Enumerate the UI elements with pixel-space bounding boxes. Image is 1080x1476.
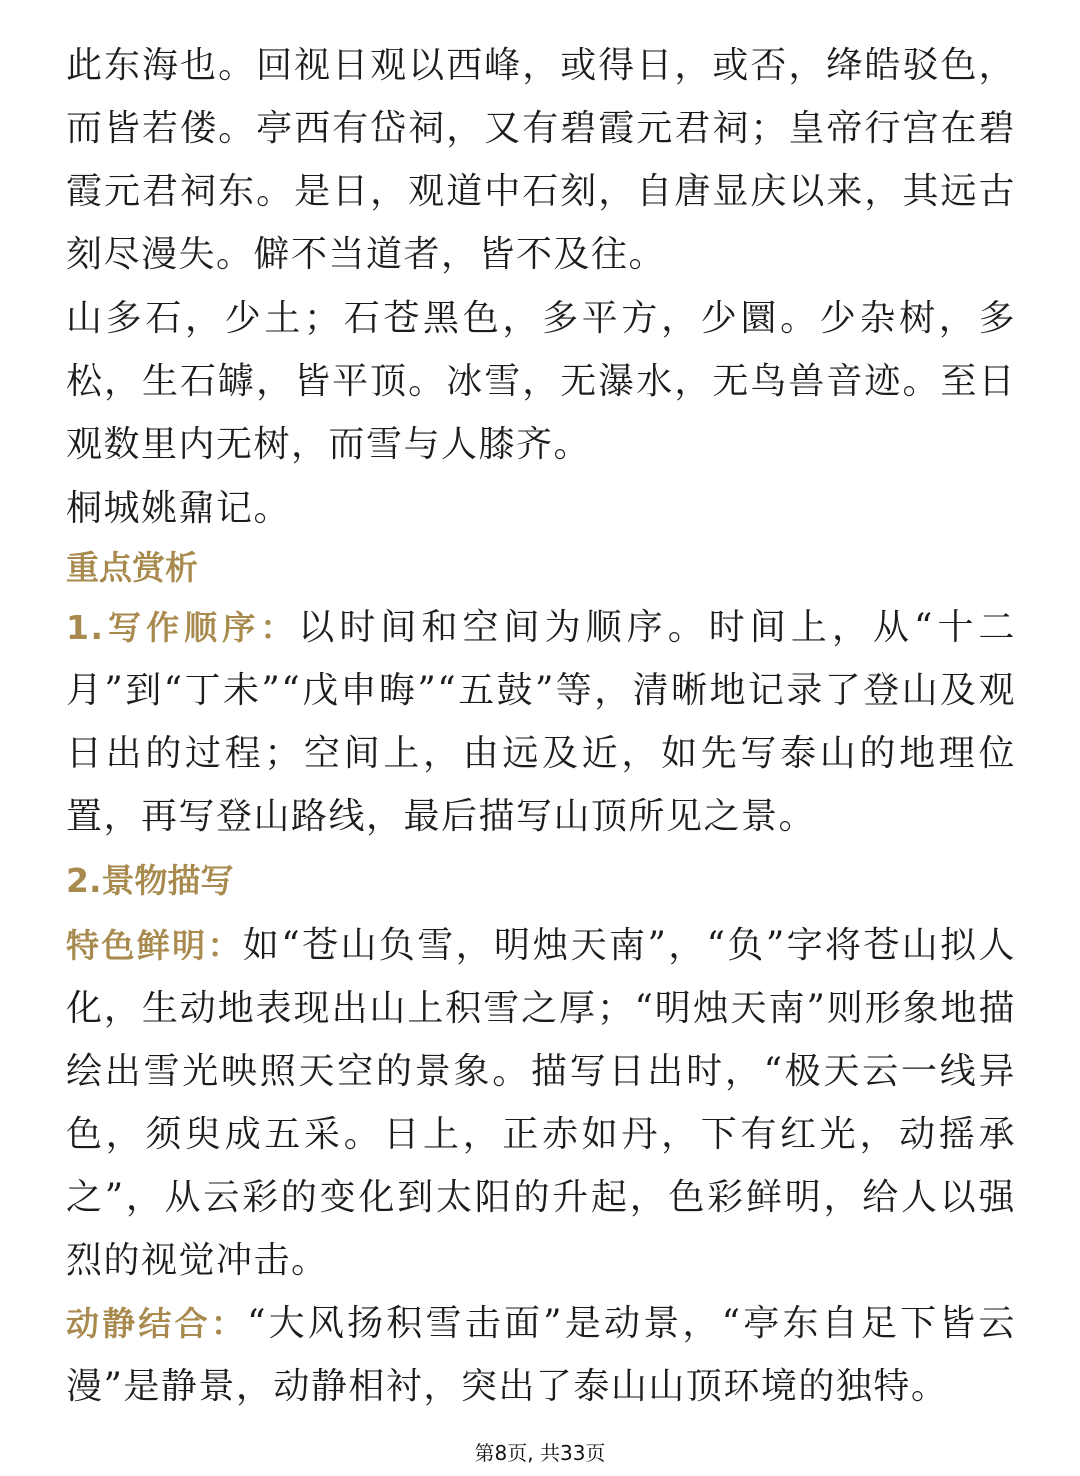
scenery-title: 2.景物描写 xyxy=(66,861,234,900)
writing-order-heading: 1.写作顺序： xyxy=(66,608,299,647)
paragraph-text: 此东海也。回视日观以西峰，或得日，或否，绛皓驳色，而皆若偻。亭西有岱祠，又有碧霞元君祠；皇帝行宫在碧霞元君祠东。是日，观道中石刻，自唐显庆以来，其远古刻尽漫失。僻不当道者，皆不及往。 xyxy=(66,45,1016,275)
body-paragraph-3 xyxy=(66,477,1016,540)
dynamic-static-heading: 动静结合： xyxy=(66,1304,248,1343)
dynamic-static-paragraph xyxy=(66,1292,1016,1418)
page-content xyxy=(66,34,1016,1418)
analysis-title: 重点赏析 xyxy=(66,548,198,587)
feature-paragraph xyxy=(66,914,1016,1292)
feature-heading: 特色鲜明： xyxy=(66,926,243,965)
body-paragraph-2 xyxy=(66,287,1016,476)
page-indicator: 第8页, 共33页 xyxy=(474,1441,606,1465)
body-paragraph-1 xyxy=(66,34,1016,286)
dynamic-static-text: “大风扬积雪击面”是动景，“亭东自足下皆云漫”是静景，动静相衬，突出了泰山山顶环境的独特。 xyxy=(66,1303,1017,1407)
writing-order-text: 以时间和空间为顺序。时间上，从“十二月”到“丁未”“戊申晦”“五鼓”等，清晰地记录了登山及观日出的过程；空间上，由远及近，如先写泰山的地理位置，再写登山路线，最后描写山顶所见之景。 xyxy=(66,607,1017,837)
feature-text: 如“苍山负雪，明烛天南”，“负”字将苍山拟人化，生动地表现出山上积雪之厚；“明烛天南”则形象地描绘出雪光映照天空的景象。描写日出时，“极天云一线异色，须臾成五采。日上，正赤如丹，下有红光，动摇承之”，从云彩的变化到太阳的升起，色彩鲜明，给人以强烈的视觉冲击。 xyxy=(66,925,1016,1281)
paragraph-text: 山多石，少土；石苍黑色，多平方，少圜。少杂树，多松，生石罅，皆平顶。冰雪，无瀑水，无鸟兽音迹。至日观数里内无树，而雪与人膝齐。 xyxy=(66,298,1016,465)
writing-order-paragraph xyxy=(66,596,1016,848)
paragraph-text: 桐城姚鼐记。 xyxy=(66,488,292,529)
